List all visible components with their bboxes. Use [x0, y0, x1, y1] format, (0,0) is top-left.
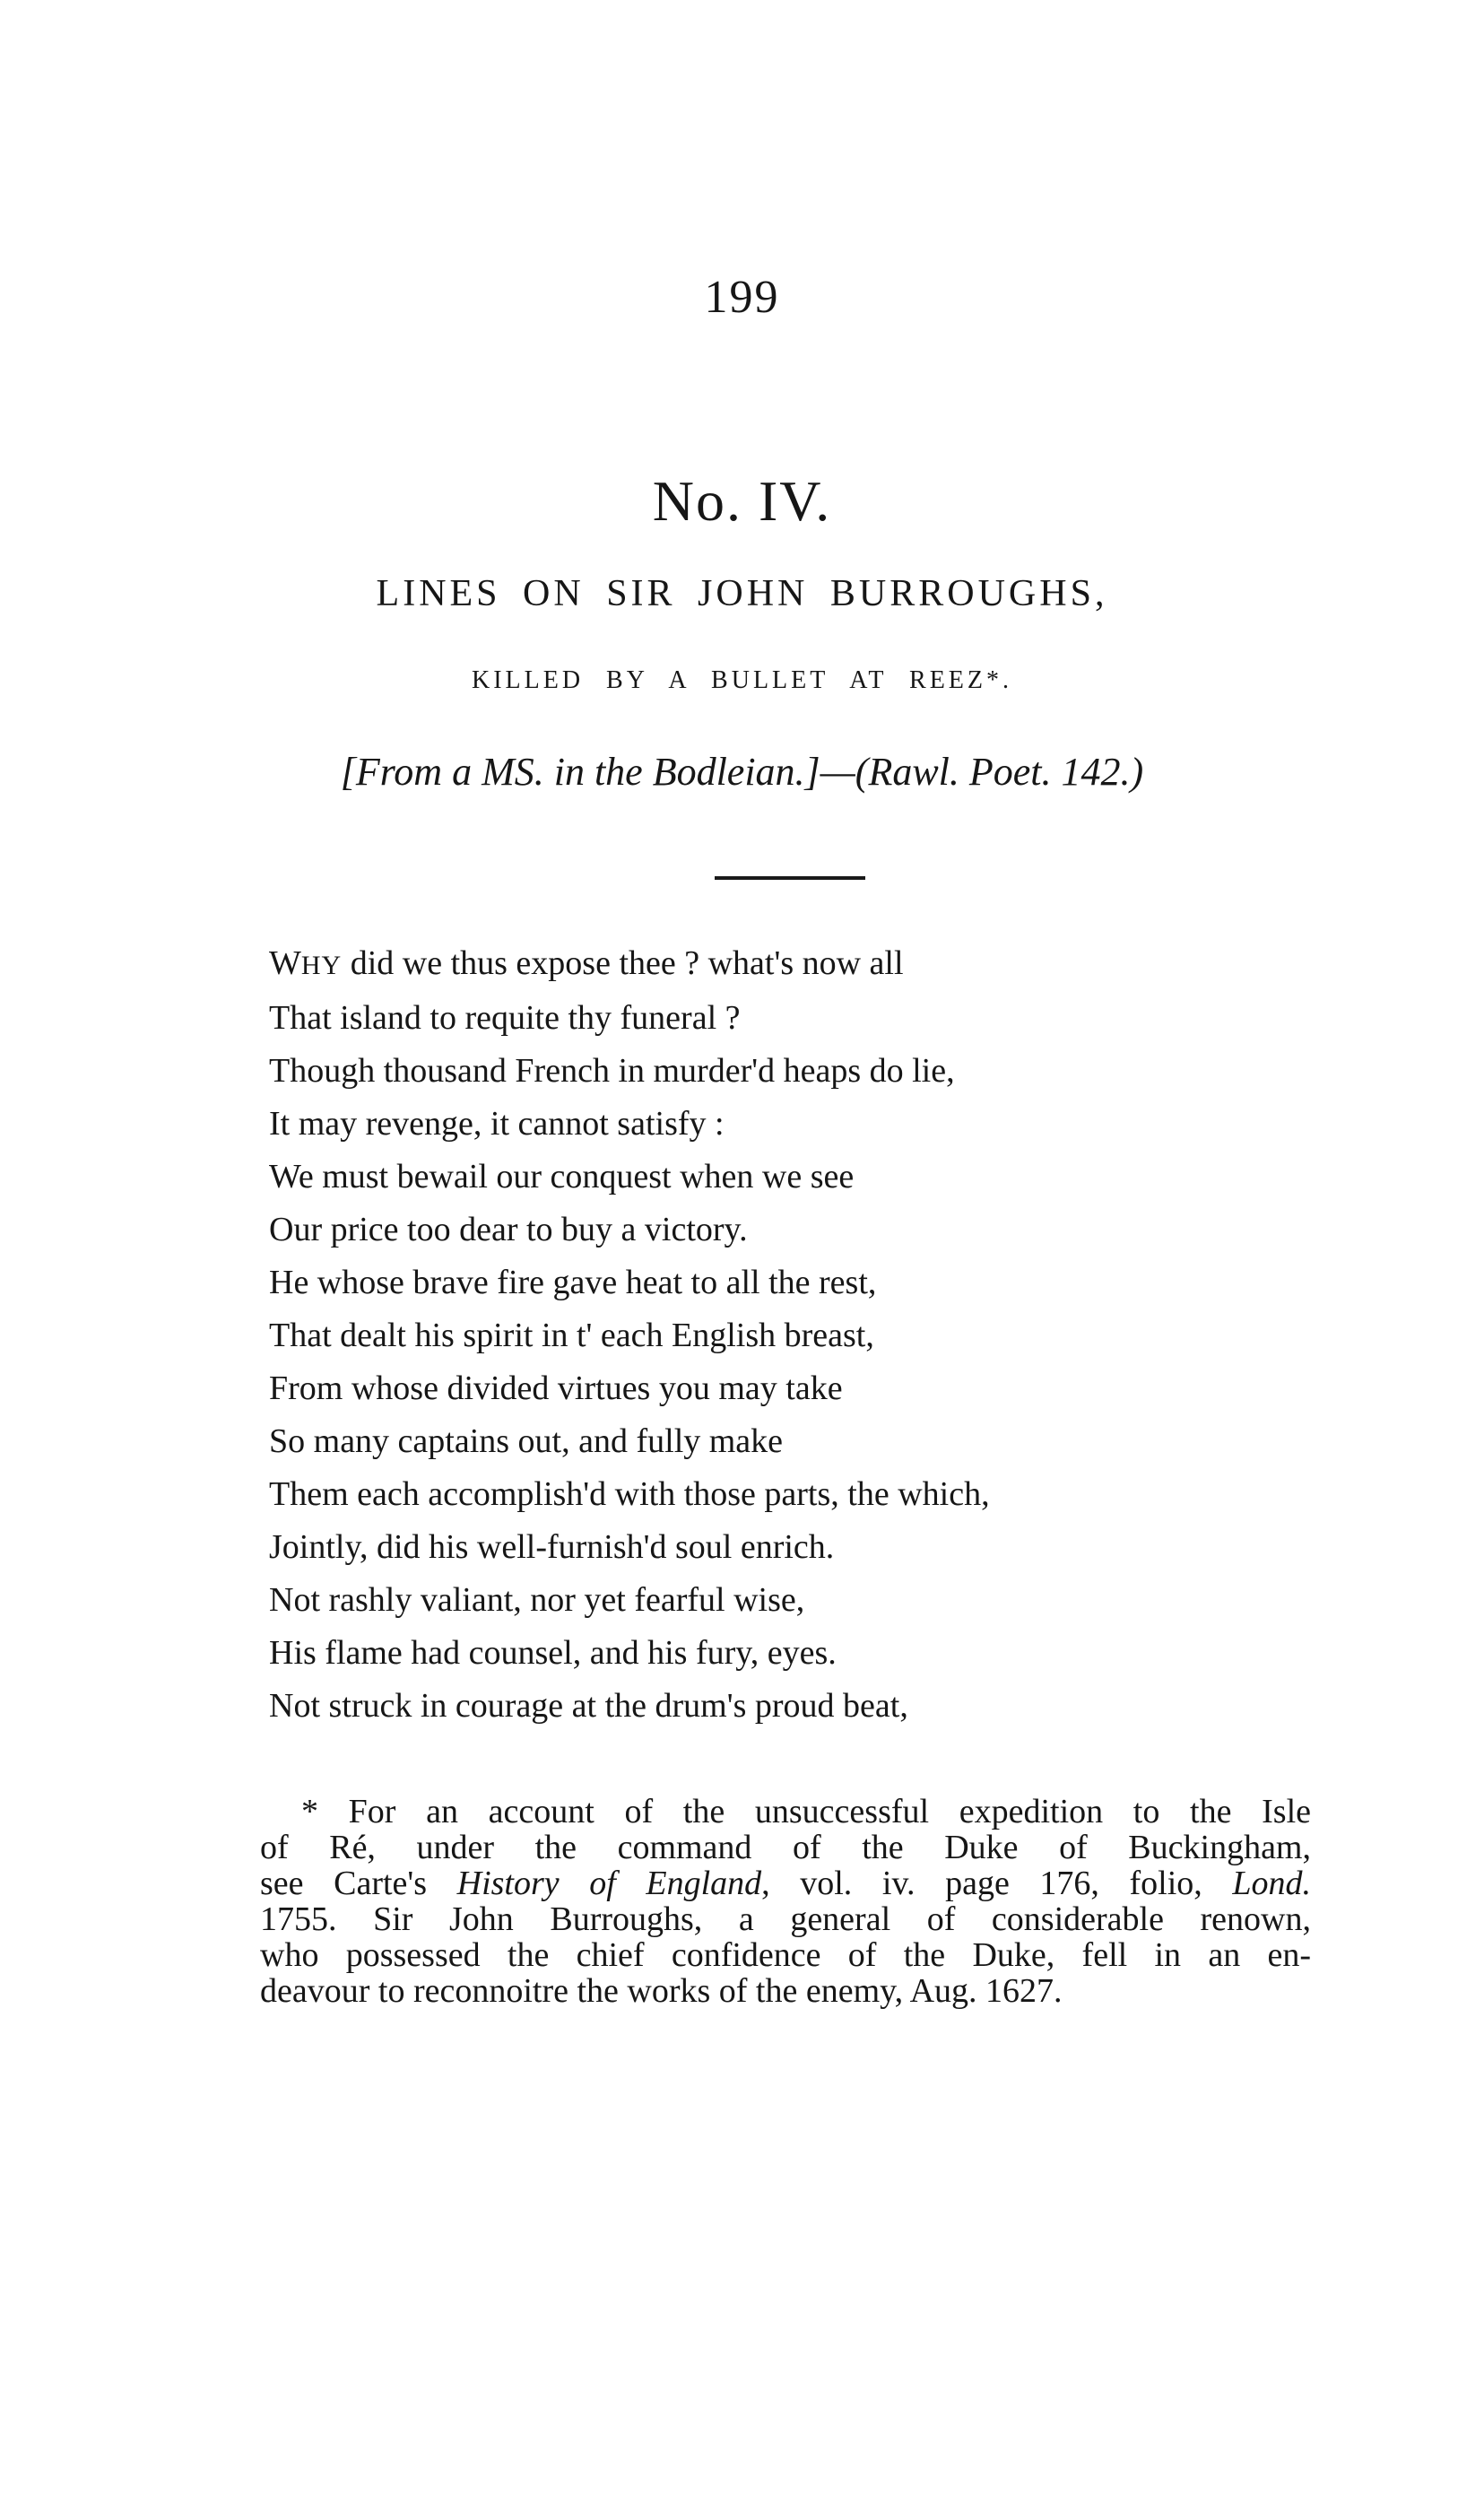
poem-line: From whose divided virtues you may take — [269, 1369, 843, 1407]
divider-rule — [715, 876, 865, 880]
poem-line: Jointly, did his well-furnish'd soul enrich. — [269, 1528, 835, 1566]
poem-line: He whose brave fire gave heat to all the rest, — [269, 1264, 877, 1301]
poem-line: Not rashly valiant, nor yet fearful wise, — [269, 1581, 805, 1619]
poem-line: We must bewail our conquest when we see — [269, 1158, 855, 1195]
footnote-line: 1755. Sir John Burroughs, a general of considerable renown, — [260, 1900, 1311, 1938]
poem-line — [269, 937, 1345, 992]
source-citation: [From a MS. in the Bodleian.]—(Rawl. Poet. 142.) — [340, 750, 1144, 794]
poem-line: That dealt his spirit in t' each English breast, — [269, 1317, 874, 1354]
small-caps-word: HY — [300, 951, 343, 980]
poem-line: Though thousand French in murder'd heaps do lie, — [269, 1052, 955, 1090]
drop-initial: W — [269, 944, 301, 982]
footnote-line: of Ré, under the command of the Duke of Buckingham, — [260, 1829, 1311, 1866]
footnote-text: , vol. iv. page 176, folio, — [761, 1865, 1233, 1902]
poem-line: That island to requite thy funeral ? — [269, 999, 741, 1037]
poem-subtitle: KILLED BY A BULLET AT REEZ*. — [471, 666, 1013, 694]
page-number: 199 — [704, 272, 780, 323]
footnote-line: * For an account of the unsuccessful expedition to the Isle — [301, 1793, 1311, 1830]
poem-line: His flame had counsel, and his fury, eyes. — [269, 1634, 837, 1672]
poem-line: So many captains out, and fully make — [269, 1422, 784, 1460]
poem-line: Not struck in courage at the drum's proud beat, — [269, 1687, 908, 1725]
poem-line: Them each accomplish'd with those parts, the which, — [269, 1475, 990, 1513]
poem-body — [269, 937, 1345, 1733]
footnote-line — [260, 1865, 1311, 1901]
book-title: History of England — [456, 1865, 762, 1902]
footnote-line: deavour to reconnoitre the works of the enemy, Aug. 1627. — [260, 1972, 1063, 2010]
poem-line: It may revenge, it cannot satisfy : — [269, 1105, 725, 1143]
footnote — [260, 1794, 1311, 2009]
first-line-text: did we thus expose thee ? what's now all — [342, 944, 904, 982]
footnote-line: who possessed the chief confidence of the Duke, fell in an en- — [260, 1936, 1311, 1974]
footnote-text: see Carte's — [260, 1865, 457, 1902]
place-abbrev: Lond. — [1232, 1865, 1311, 1902]
poem-line: Our price too dear to buy a victory. — [269, 1211, 748, 1248]
poem-title: LINES ON SIR JOHN BURROUGHS, — [376, 573, 1108, 614]
section-number: No. IV. — [652, 469, 832, 533]
